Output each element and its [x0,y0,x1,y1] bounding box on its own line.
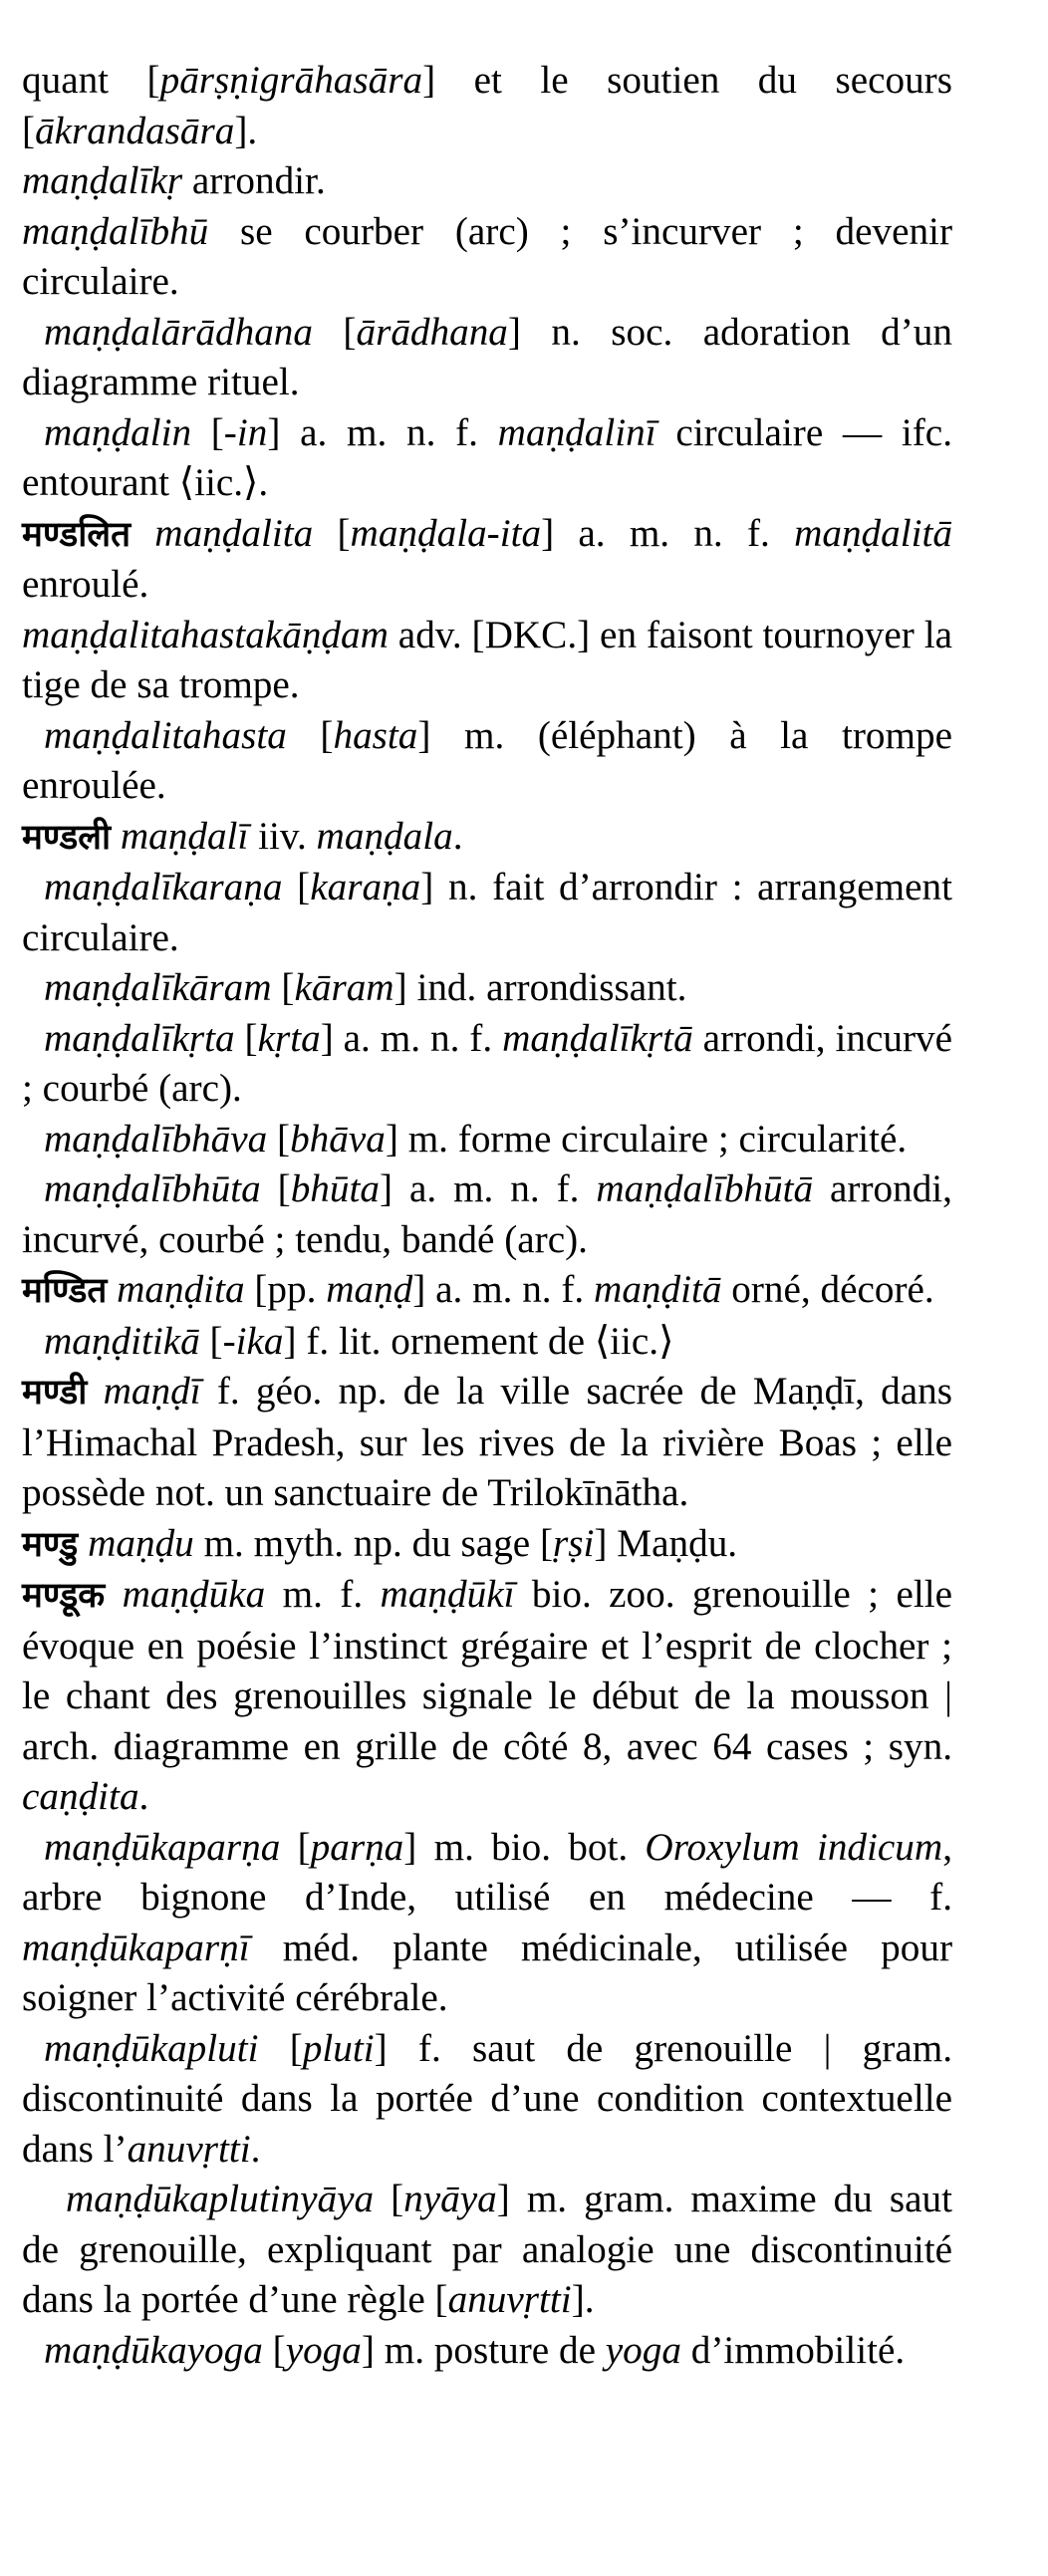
dictionary-entry [22,1265,952,1317]
transliteration-term: maṇḍalīkaraṇa [44,866,283,908]
entry-text: ] m. (éléphant) à la trompe enroulée. [22,713,952,807]
transliteration-term: karaṇa [310,866,421,908]
entry-text: bio. zoo. grenouille ; elle évoque en poésie l’instinct grégaire et l’esprit de clocher ; le chant des grenouilles signale le début de la mousson | arch. diagramme en grille de côté 8, avec 64 cases ; syn. [22,1573,953,1768]
transliteration-term: pārṣṇigrāhasāra [159,59,423,102]
dictionary-entry [22,156,952,207]
entry-text: [ [267,1117,291,1160]
transliteration-term: maṇḍalārādhana [44,310,313,354]
transliteration-term: maṇḍūkaparṇa [44,1825,281,1869]
entry-text: [ [313,511,351,555]
transliteration-term: ākrandasāra [35,109,235,152]
transliteration-term: maṇḍalīkāram [44,966,272,1009]
transliteration-term: maṇḍitikā [44,1319,200,1363]
transliteration-term: maṇḍalīkṛta [44,1016,235,1060]
entry-text: ] a. m. n. f. [541,511,795,555]
transliteration-term: maṇḍ [326,1268,413,1311]
transliteration-term: maṇḍalitahasta [44,713,287,757]
entry-text: ] m. posture de [361,2328,606,2372]
entry-text: ] f. lit. ornement de ⟨iic.⟩ [283,1319,674,1363]
dictionary-entry [22,2024,952,2176]
entry-text: f. géo. np. de la ville sacrée de Maṇḍī, dans l’Himachal Pradesh, sur les rives de la rivière Boas ; elle possède not. un sanctuaire de Trilokīnātha. [22,1370,952,1514]
dictionary-entry [22,56,952,156]
transliteration-term: yoga [285,2328,362,2372]
transliteration-term: maṇḍalībhūtā [596,1167,814,1210]
transliteration-term: maṇḍī [103,1370,201,1413]
transliteration-term: maṇḍalīkṛ [22,159,183,202]
entry-text: [ [374,2178,404,2220]
transliteration-term: ika [235,1319,284,1363]
entry-text: [ [234,1016,258,1060]
entry-text: [ [258,2026,303,2070]
dictionary-entry [22,711,952,812]
transliteration-term: maṇḍala-ita [350,511,542,555]
entry-text: ] a. m. n. f. [267,410,498,454]
dictionary-entry [22,1014,952,1115]
dictionary-entry [22,611,952,711]
entry-text: d’immobilité. [680,2328,906,2372]
transliteration-term: maṇḍalita [154,511,314,555]
transliteration-term: maṇḍitā [594,1268,722,1311]
transliteration-term: maṇḍalitā [794,511,952,555]
entry-text: ]. [234,109,258,152]
entry-text: ] a. m. n. f. [412,1268,595,1311]
entry-text [131,512,154,555]
entry-text: m. myth. np. du sage [ [193,1521,554,1565]
transliteration-term: kāram [294,966,394,1009]
transliteration-term: parṇa [310,1825,404,1869]
transliteration-term: maṇḍalinī [497,410,656,454]
entry-text: ] a. m. n. f. [320,1016,503,1060]
entry-text: se courber (arc) ; s’incurver ; devenir circulaire. [22,209,952,303]
entry-text: iiv. [248,814,317,858]
transliteration-term: kṛta [257,1016,321,1060]
entry-text: , arbre bignone d’Inde, utilisé en médecine — f. [22,1825,952,1919]
transliteration-term: bhāva [290,1117,386,1160]
entry-text: ] a. m. n. f. [379,1167,597,1210]
entry-text: . [138,1775,149,1818]
transliteration-term: maṇḍūkayoga [44,2328,263,2372]
transliteration-term: in [236,410,268,454]
entry-text: ] et le soutien du secours [ [22,59,952,152]
transliteration-term: yoga [605,2328,681,2372]
dictionary-entry [22,1570,952,1823]
dictionary-entry [22,207,952,308]
entry-text: . [250,2127,261,2171]
entry-text: ] m. forme circulaire ; circularité. [385,1117,908,1160]
entry-text: ] n. soc. adoration d’un diagramme rituel. [22,310,952,403]
dictionary-entry [22,308,952,408]
transliteration-term: anuvṛtti [127,2127,251,2171]
entry-text: ] Maṇḍu. [594,1521,738,1565]
entry-text: [- [191,410,237,454]
dictionary-entry [22,1367,952,1519]
dictionary-entry [22,1164,952,1265]
transliteration-term: maṇḍūkapluti [44,2026,259,2070]
entry-text: arrondir. [182,159,326,202]
dictionary-entry [22,2175,952,2326]
entry-text: [ [282,866,311,908]
dictionary-entry [22,1823,952,2024]
dictionary-entry [22,1317,952,1368]
transliteration-term: maṇḍūka [122,1573,266,1616]
entry-text: enroulé. [22,563,149,606]
devanagari-headword: मण्डली [22,817,112,858]
entry-text: circulaire — ifc. entourant ⟨iic.⟩. [22,410,952,504]
transliteration-term: hasta [333,713,418,757]
transliteration-term: maṇḍita [117,1268,245,1311]
entry-text: [ [312,310,357,354]
entry-text [105,1573,122,1616]
dictionary-entry [22,812,952,864]
transliteration-term: maṇḍalī [120,814,249,858]
dictionary-entry [22,2326,952,2377]
entry-text: ] f. saut de grenouille | gram. discontinuité dans la portée d’une condition contextuelle dans l’ [22,2026,952,2171]
entry-text: [pp. [244,1268,327,1311]
transliteration-term: maṇḍalīkṛtā [502,1016,693,1060]
entry-text: ] ind. arrondissant. [393,966,687,1009]
transliteration-term: maṇḍala [316,814,453,858]
entry-text: arrondi, incurvé ; courbé (arc). [22,1016,952,1110]
devanagari-headword: मण्डित [22,1271,108,1311]
entry-text: ] m. gram. maxime du saut de grenouille, expliquant par analogie une discontinuité dans la portée d’une règle [ [22,2178,953,2321]
dictionary-entry [22,509,952,611]
transliteration-term: maṇḍalībhāva [44,1117,268,1160]
entry-text: [ [280,1825,311,1869]
transliteration-term: maṇḍūkaparṇī [22,1926,250,1969]
devanagari-headword: मण्डूक [22,1576,106,1616]
entry-text: . [452,814,463,858]
dictionary-entry [22,1519,952,1571]
entry-text: quant [ [22,59,160,102]
entry-text [107,1268,117,1311]
transliteration-term: maṇḍūkaplutinyāya [66,2178,375,2220]
entry-text: [- [199,1319,236,1363]
transliteration-term: Oroxylum indicum [645,1825,943,1869]
entry-text: méd. plante médicinale, utilisée pour soigner l’activité cérébrale. [22,1926,952,2019]
entry-text: adv. [DKC.] en faisont tournoyer la tige de sa trompe. [22,613,952,706]
transliteration-term: maṇḍalībhūta [44,1167,261,1210]
devanagari-headword: मण्डी [22,1373,88,1413]
transliteration-term: maṇḍalībhū [22,209,209,253]
dictionary-entry [22,963,952,1014]
transliteration-term: maṇḍu [88,1521,194,1565]
dictionary-entry [22,863,952,963]
devanagari-headword: मण्डलित [22,514,131,555]
entry-text [87,1370,103,1413]
transliteration-term: maṇḍalitahastakāṇḍam [22,613,389,656]
transliteration-term: ārādhana [356,310,508,354]
entry-text [78,1522,88,1565]
entry-text: [ [286,713,334,757]
transliteration-term: caṇḍita [22,1775,139,1818]
dictionary-entry [22,408,952,509]
entry-text: ] n. fait d’arrondir : arrangement circulaire. [22,866,952,959]
entry-text [111,815,121,858]
entry-text: ]. [571,2278,595,2321]
transliteration-term: ṛṣi [553,1521,595,1565]
entry-text: [ [260,1167,291,1210]
entry-text: m. f. [265,1573,381,1616]
entry-text: [ [271,966,295,1009]
transliteration-term: maṇḍalin [44,410,192,454]
entry-text: ] m. bio. bot. [403,1825,646,1869]
entry-text: arrondi, incurvé, courbé ; tendu, bandé (arc). [22,1167,952,1261]
entry-text: [ [262,2328,286,2372]
dictionary-entry [22,1115,952,1165]
entry-text: orné, décoré. [721,1268,934,1311]
transliteration-term: anuvṛtti [447,2278,572,2321]
transliteration-term: bhūta [290,1167,380,1210]
transliteration-term: nyāya [403,2178,497,2220]
transliteration-term: maṇḍūkī [380,1573,515,1616]
transliteration-term: pluti [302,2026,375,2070]
devanagari-headword: मण्डु [22,1524,79,1565]
